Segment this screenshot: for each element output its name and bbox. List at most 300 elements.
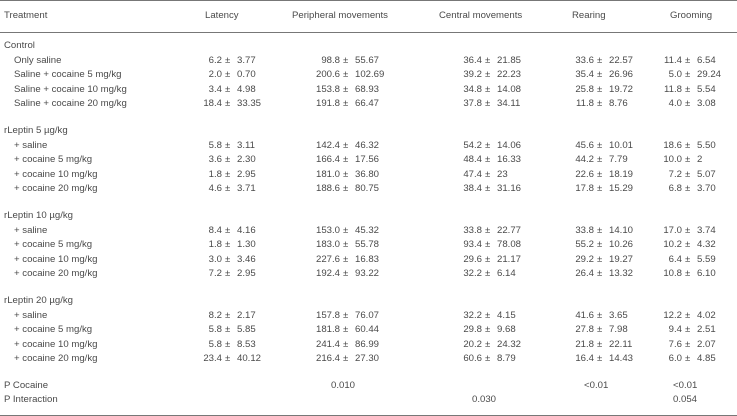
table-row: [0, 254, 737, 269]
treatment-cell: + cocaine 5 mg/kg: [14, 154, 93, 166]
peripheral-sem: 60.44: [355, 324, 380, 336]
plus-minus-sign: ±: [685, 253, 691, 265]
central-mean: 36.4: [463, 54, 482, 66]
header-latency: Latency: [205, 10, 239, 21]
central-mean: 29.6: [463, 253, 482, 265]
group-label: rLeptin 10 µg/kg: [4, 209, 73, 221]
central-mean: 93.4: [463, 239, 482, 251]
plus-minus-sign: ±: [485, 239, 491, 251]
group-spacer: [0, 283, 737, 295]
rearing-sem: 10.01: [609, 139, 634, 151]
plus-minus-sign: ±: [343, 224, 349, 236]
latency-sem: 5.85: [237, 324, 256, 336]
table-row: [0, 225, 737, 240]
latency-mean: 6.2: [208, 54, 222, 66]
central-mean: 33.8: [463, 224, 482, 236]
grooming-mean: 10.0: [663, 154, 682, 166]
peripheral-mean: 188.6: [315, 183, 340, 195]
central-mean: 39.2: [463, 69, 482, 81]
group-spacer: [0, 113, 737, 125]
peripheral-mean: 142.4: [315, 139, 340, 151]
grooming-sem: 4.02: [697, 309, 716, 321]
grooming-mean: 5.0: [668, 69, 682, 81]
grooming-sem: 4.32: [697, 239, 716, 251]
rearing-mean: 55.2: [575, 239, 594, 251]
central-sem: 23: [497, 168, 508, 180]
latency-mean: 3.0: [208, 253, 222, 265]
group-label-row: [0, 125, 737, 140]
treatment-cell: + cocaine 10 mg/kg: [14, 338, 98, 350]
plus-minus-sign: ±: [343, 139, 349, 151]
rearing-sem: 14.43: [609, 353, 634, 365]
latency-sem: 1.30: [237, 239, 256, 251]
central-sem: 14.08: [497, 83, 522, 95]
plus-minus-sign: ±: [343, 239, 349, 251]
table-body: [0, 40, 737, 409]
rearing-sem: 3.65: [609, 309, 628, 321]
peripheral-mean: 166.4: [315, 154, 340, 166]
p-interaction-grooming: 0.054: [673, 394, 698, 406]
central-mean: 29.8: [463, 324, 482, 336]
grooming-sem: 2: [697, 154, 703, 166]
peripheral-sem: 86.99: [355, 338, 380, 350]
header-treatment: Treatment: [4, 10, 48, 21]
treatment-cell: + saline: [14, 309, 48, 321]
peripheral-sem: 66.47: [355, 98, 380, 110]
central-mean: 32.2: [463, 268, 482, 280]
group-label: rLeptin 5 µg/kg: [4, 124, 68, 136]
treatment-cell: Only saline: [14, 54, 62, 66]
table-row: [0, 339, 737, 354]
latency-sem: 4.16: [237, 224, 256, 236]
rearing-sem: 22.11: [609, 338, 633, 350]
treatment-cell: Saline + cocaine 20 mg/kg: [14, 98, 127, 110]
peripheral-sem: 80.75: [355, 183, 380, 195]
central-sem: 34.11: [497, 98, 521, 110]
grooming-sem: 6.54: [697, 54, 716, 66]
grooming-mean: 6.0: [668, 353, 682, 365]
central-sem: 8.79: [497, 353, 516, 365]
table-row: [0, 183, 737, 198]
grooming-mean: 6.4: [668, 253, 682, 265]
plus-minus-sign: ±: [597, 338, 603, 350]
peripheral-sem: 68.93: [355, 83, 380, 95]
peripheral-mean: 227.6: [315, 253, 340, 265]
group-label: Control: [4, 40, 35, 51]
plus-minus-sign: ±: [597, 324, 603, 336]
plus-minus-sign: ±: [225, 353, 231, 365]
treatment-cell: + cocaine 20 mg/kg: [14, 268, 98, 280]
plus-minus-sign: ±: [597, 69, 603, 81]
latency-mean: 1.8: [208, 168, 222, 180]
latency-mean: 5.8: [208, 338, 222, 350]
plus-minus-sign: ±: [343, 98, 349, 110]
latency-sem: 3.11: [237, 139, 255, 151]
central-mean: 47.4: [463, 168, 482, 180]
peripheral-sem: 102.69: [355, 69, 385, 81]
plus-minus-sign: ±: [485, 224, 491, 236]
latency-mean: 23.4: [203, 353, 222, 365]
peripheral-sem: 93.22: [355, 268, 380, 280]
grooming-mean: 10.2: [663, 239, 682, 251]
table-row: [0, 353, 737, 368]
latency-sem: 3.46: [237, 253, 256, 265]
grooming-sem: 5.07: [697, 168, 716, 180]
plus-minus-sign: ±: [485, 98, 491, 110]
grooming-sem: 3.08: [697, 98, 716, 110]
rearing-mean: 25.8: [575, 83, 594, 95]
grooming-mean: 6.8: [668, 183, 682, 195]
central-mean: 48.4: [463, 154, 482, 166]
latency-mean: 8.4: [208, 224, 222, 236]
central-sem: 6.14: [497, 268, 516, 280]
latency-sem: 3.71: [237, 183, 256, 195]
p-interaction-central: 0.030: [472, 394, 497, 406]
plus-minus-sign: ±: [597, 168, 603, 180]
grooming-sem: 5.54: [697, 83, 716, 95]
grooming-mean: 7.6: [668, 338, 682, 350]
treatment-cell: + cocaine 20 mg/kg: [14, 353, 98, 365]
peripheral-mean: 216.4: [315, 353, 340, 365]
central-sem: 16.33: [497, 154, 522, 166]
plus-minus-sign: ±: [485, 54, 491, 66]
plus-minus-sign: ±: [225, 168, 231, 180]
plus-minus-sign: ±: [343, 253, 349, 265]
plus-minus-sign: ±: [597, 139, 603, 151]
central-mean: 54.2: [463, 139, 482, 151]
plus-minus-sign: ±: [485, 268, 491, 280]
plus-minus-sign: ±: [225, 154, 231, 166]
plus-minus-sign: ±: [597, 183, 603, 195]
rearing-mean: 45.6: [575, 139, 594, 151]
grooming-mean: 7.2: [668, 168, 682, 180]
top-rule: [0, 0, 737, 1]
plus-minus-sign: ±: [685, 139, 691, 151]
latency-sem: 4.98: [237, 83, 256, 95]
rearing-sem: 19.27: [609, 253, 634, 265]
plus-minus-sign: ±: [685, 309, 691, 321]
peripheral-mean: 192.4: [315, 268, 340, 280]
central-sem: 14.06: [497, 139, 522, 151]
grooming-mean: 18.6: [663, 139, 682, 151]
plus-minus-sign: ±: [685, 69, 691, 81]
plus-minus-sign: ±: [343, 183, 349, 195]
grooming-mean: 17.0: [663, 224, 682, 236]
treatment-cell: Saline + cocaine 5 mg/kg: [14, 69, 122, 81]
central-sem: 22.23: [497, 69, 522, 81]
plus-minus-sign: ±: [343, 338, 349, 350]
rearing-mean: 44.2: [575, 154, 594, 166]
rearing-sem: 7.79: [609, 154, 628, 166]
table-row: [0, 140, 737, 155]
central-mean: 20.2: [463, 338, 482, 350]
peripheral-sem: 76.07: [355, 309, 380, 321]
treatment-cell: + saline: [14, 139, 48, 151]
grooming-sem: 6.10: [697, 268, 716, 280]
peripheral-mean: 153.8: [315, 83, 340, 95]
plus-minus-sign: ±: [685, 353, 691, 365]
plus-minus-sign: ±: [685, 224, 691, 236]
central-mean: 38.4: [463, 183, 482, 195]
peripheral-mean: 191.8: [315, 98, 340, 110]
plus-minus-sign: ±: [225, 253, 231, 265]
header-central-movements: Central movements: [439, 10, 523, 21]
rearing-mean: 11.8: [576, 98, 594, 110]
plus-minus-sign: ±: [343, 324, 349, 336]
plus-minus-sign: ±: [685, 338, 691, 350]
plus-minus-sign: ±: [485, 168, 491, 180]
rearing-mean: 35.4: [575, 69, 594, 81]
plus-minus-sign: ±: [485, 353, 491, 365]
treatment-cell: + cocaine 20 mg/kg: [14, 183, 98, 195]
central-sem: 21.17: [497, 253, 522, 265]
plus-minus-sign: ±: [597, 253, 603, 265]
latency-sem: 40.12: [237, 353, 262, 365]
plus-minus-sign: ±: [685, 154, 691, 166]
central-sem: 22.77: [497, 224, 522, 236]
plus-minus-sign: ±: [343, 154, 349, 166]
plus-minus-sign: ±: [485, 338, 491, 350]
peripheral-sem: 16.83: [355, 253, 380, 265]
peripheral-sem: 46.32: [355, 139, 380, 151]
latency-mean: 5.8: [208, 324, 222, 336]
peripheral-mean: 181.8: [315, 324, 340, 336]
rearing-mean: 26.4: [575, 268, 594, 280]
plus-minus-sign: ±: [485, 253, 491, 265]
rearing-sem: 13.32: [609, 268, 634, 280]
p-cocaine-rearing: <0.01: [584, 379, 609, 391]
peripheral-mean: 183.0: [315, 239, 340, 251]
latency-sem: 3.77: [237, 54, 256, 66]
plus-minus-sign: ±: [343, 353, 349, 365]
plus-minus-sign: ±: [685, 54, 691, 66]
group-label: rLeptin 20 µg/kg: [4, 294, 73, 306]
plus-minus-sign: ±: [597, 83, 603, 95]
table-row: [0, 268, 737, 283]
grooming-mean: 11.8: [664, 83, 682, 95]
latency-mean: 5.8: [208, 139, 222, 151]
grooming-sem: 3.70: [697, 183, 716, 195]
p-interaction-label: P Interaction: [4, 394, 58, 406]
plus-minus-sign: ±: [343, 309, 349, 321]
grooming-mean: 9.4: [668, 324, 682, 336]
plus-minus-sign: ±: [685, 168, 691, 180]
latency-mean: 4.6: [208, 183, 222, 195]
table-row: [0, 169, 737, 184]
plus-minus-sign: ±: [485, 309, 491, 321]
table-row: [0, 98, 737, 113]
latency-sem: 2.95: [237, 268, 256, 280]
latency-mean: 2.0: [208, 69, 222, 81]
plus-minus-sign: ±: [343, 54, 349, 66]
plus-minus-sign: ±: [597, 309, 603, 321]
plus-minus-sign: ±: [225, 309, 231, 321]
latency-mean: 18.4: [203, 98, 222, 110]
table-row: [0, 69, 737, 84]
treatment-cell: + cocaine 5 mg/kg: [14, 324, 93, 336]
rearing-sem: 10.26: [609, 239, 634, 251]
rearing-sem: 8.76: [609, 98, 628, 110]
latency-sem: 0.70: [237, 69, 256, 81]
plus-minus-sign: ±: [225, 139, 231, 151]
table-row: [0, 324, 737, 339]
p-cocaine-row: [0, 380, 737, 395]
grooming-sem: 3.74: [697, 224, 716, 236]
grooming-sem: 29.24: [697, 69, 722, 81]
table-row: [0, 55, 737, 70]
latency-mean: 3.6: [208, 154, 222, 166]
plus-minus-sign: ±: [225, 83, 231, 95]
group-spacer: [0, 368, 737, 380]
peripheral-mean: 241.4: [315, 338, 340, 350]
rearing-sem: 15.29: [609, 183, 634, 195]
grooming-mean: 11.4: [664, 54, 682, 66]
header-rearing: Rearing: [572, 10, 606, 21]
rearing-sem: 19.72: [609, 83, 634, 95]
treatment-cell: + cocaine 5 mg/kg: [14, 239, 93, 251]
peripheral-sem: 45.32: [355, 224, 380, 236]
peripheral-sem: 17.56: [355, 154, 380, 166]
grooming-sem: 2.51: [697, 324, 716, 336]
p-cocaine-grooming: <0.01: [673, 379, 698, 391]
plus-minus-sign: ±: [685, 83, 691, 95]
peripheral-mean: 181.0: [315, 168, 340, 180]
grooming-mean: 10.8: [663, 268, 682, 280]
plus-minus-sign: ±: [597, 353, 603, 365]
plus-minus-sign: ±: [343, 268, 349, 280]
peripheral-sem: 27.30: [355, 353, 380, 365]
plus-minus-sign: ±: [485, 69, 491, 81]
latency-sem: 2.17: [237, 309, 256, 321]
plus-minus-sign: ±: [685, 98, 691, 110]
peripheral-mean: 157.8: [315, 309, 340, 321]
latency-mean: 3.4: [208, 83, 222, 95]
plus-minus-sign: ±: [685, 239, 691, 251]
plus-minus-sign: ±: [225, 224, 231, 236]
central-sem: 78.08: [497, 239, 522, 251]
latency-sem: 2.95: [237, 168, 256, 180]
latency-sem: 8.53: [237, 338, 256, 350]
central-sem: 21.85: [497, 54, 522, 66]
rearing-mean: 41.6: [575, 309, 594, 321]
central-sem: 4.15: [497, 309, 516, 321]
rearing-mean: 33.8: [575, 224, 594, 236]
plus-minus-sign: ±: [225, 338, 231, 350]
grooming-sem: 2.07: [697, 338, 716, 350]
p-cocaine-label: P Cocaine: [4, 379, 49, 391]
rearing-sem: 7.98: [609, 324, 628, 336]
plus-minus-sign: ±: [343, 69, 349, 81]
header-rule: [0, 32, 737, 33]
central-mean: 60.6: [463, 353, 482, 365]
plus-minus-sign: ±: [485, 183, 491, 195]
central-sem: 31.16: [497, 183, 522, 195]
table-row: [0, 239, 737, 254]
latency-mean: 8.2: [208, 309, 222, 321]
grooming-sem: 5.50: [697, 139, 716, 151]
plus-minus-sign: ±: [597, 154, 603, 166]
plus-minus-sign: ±: [225, 183, 231, 195]
rearing-mean: 29.2: [575, 253, 594, 265]
plus-minus-sign: ±: [597, 239, 603, 251]
rearing-sem: 18.19: [609, 168, 634, 180]
plus-minus-sign: ±: [485, 324, 491, 336]
rearing-mean: 33.6: [575, 54, 594, 66]
plus-minus-sign: ±: [225, 268, 231, 280]
rearing-mean: 17.8: [575, 183, 594, 195]
central-mean: 34.8: [463, 83, 482, 95]
rearing-sem: 22.57: [609, 54, 634, 66]
treatment-cell: + saline: [14, 224, 48, 236]
header-peripheral-movements: Peripheral movements: [292, 10, 388, 21]
plus-minus-sign: ±: [485, 83, 491, 95]
p-interaction-row: [0, 394, 737, 409]
peripheral-mean: 200.6: [315, 69, 340, 81]
plus-minus-sign: ±: [225, 98, 231, 110]
plus-minus-sign: ±: [225, 324, 231, 336]
rearing-mean: 27.8: [575, 324, 594, 336]
group-label-row: [0, 40, 737, 55]
plus-minus-sign: ±: [343, 168, 349, 180]
group-label-row: [0, 210, 737, 225]
treatment-cell: + cocaine 10 mg/kg: [14, 253, 98, 265]
latency-mean: 1.8: [208, 239, 222, 251]
central-mean: 37.8: [463, 98, 482, 110]
central-sem: 24.32: [497, 338, 522, 350]
peripheral-mean: 98.8: [321, 54, 340, 66]
latency-mean: 7.2: [208, 268, 222, 280]
grooming-sem: 4.85: [697, 353, 716, 365]
p-cocaine-peripheral: 0.010: [331, 379, 356, 391]
latency-sem: 33.35: [237, 98, 262, 110]
treatment-cell: + cocaine 10 mg/kg: [14, 168, 98, 180]
peripheral-sem: 36.80: [355, 168, 380, 180]
rearing-mean: 22.6: [575, 168, 594, 180]
central-mean: 32.2: [463, 309, 482, 321]
plus-minus-sign: ±: [225, 239, 231, 251]
table-row: [0, 84, 737, 99]
plus-minus-sign: ±: [485, 139, 491, 151]
plus-minus-sign: ±: [685, 183, 691, 195]
latency-sem: 2.30: [237, 154, 256, 166]
group-label-row: [0, 295, 737, 310]
plus-minus-sign: ±: [597, 268, 603, 280]
grooming-sem: 5.59: [697, 253, 716, 265]
plus-minus-sign: ±: [597, 98, 603, 110]
central-sem: 9.68: [497, 324, 516, 336]
rearing-mean: 21.8: [575, 338, 594, 350]
peripheral-sem: 55.67: [355, 54, 380, 66]
peripheral-sem: 55.78: [355, 239, 380, 251]
plus-minus-sign: ±: [225, 54, 231, 66]
peripheral-mean: 153.0: [315, 224, 340, 236]
grooming-mean: 4.0: [668, 98, 682, 110]
plus-minus-sign: ±: [685, 324, 691, 336]
rearing-mean: 16.4: [575, 353, 594, 365]
group-spacer: [0, 198, 737, 210]
plus-minus-sign: ±: [225, 69, 231, 81]
table-row: [0, 154, 737, 169]
plus-minus-sign: ±: [343, 83, 349, 95]
table-header: [0, 10, 737, 26]
header-grooming: Grooming: [670, 10, 713, 21]
rearing-sem: 26.96: [609, 69, 634, 81]
treatment-cell: Saline + cocaine 10 mg/kg: [14, 83, 127, 95]
rearing-sem: 14.10: [609, 224, 634, 236]
plus-minus-sign: ±: [685, 268, 691, 280]
plus-minus-sign: ±: [597, 224, 603, 236]
grooming-mean: 12.2: [663, 309, 682, 321]
